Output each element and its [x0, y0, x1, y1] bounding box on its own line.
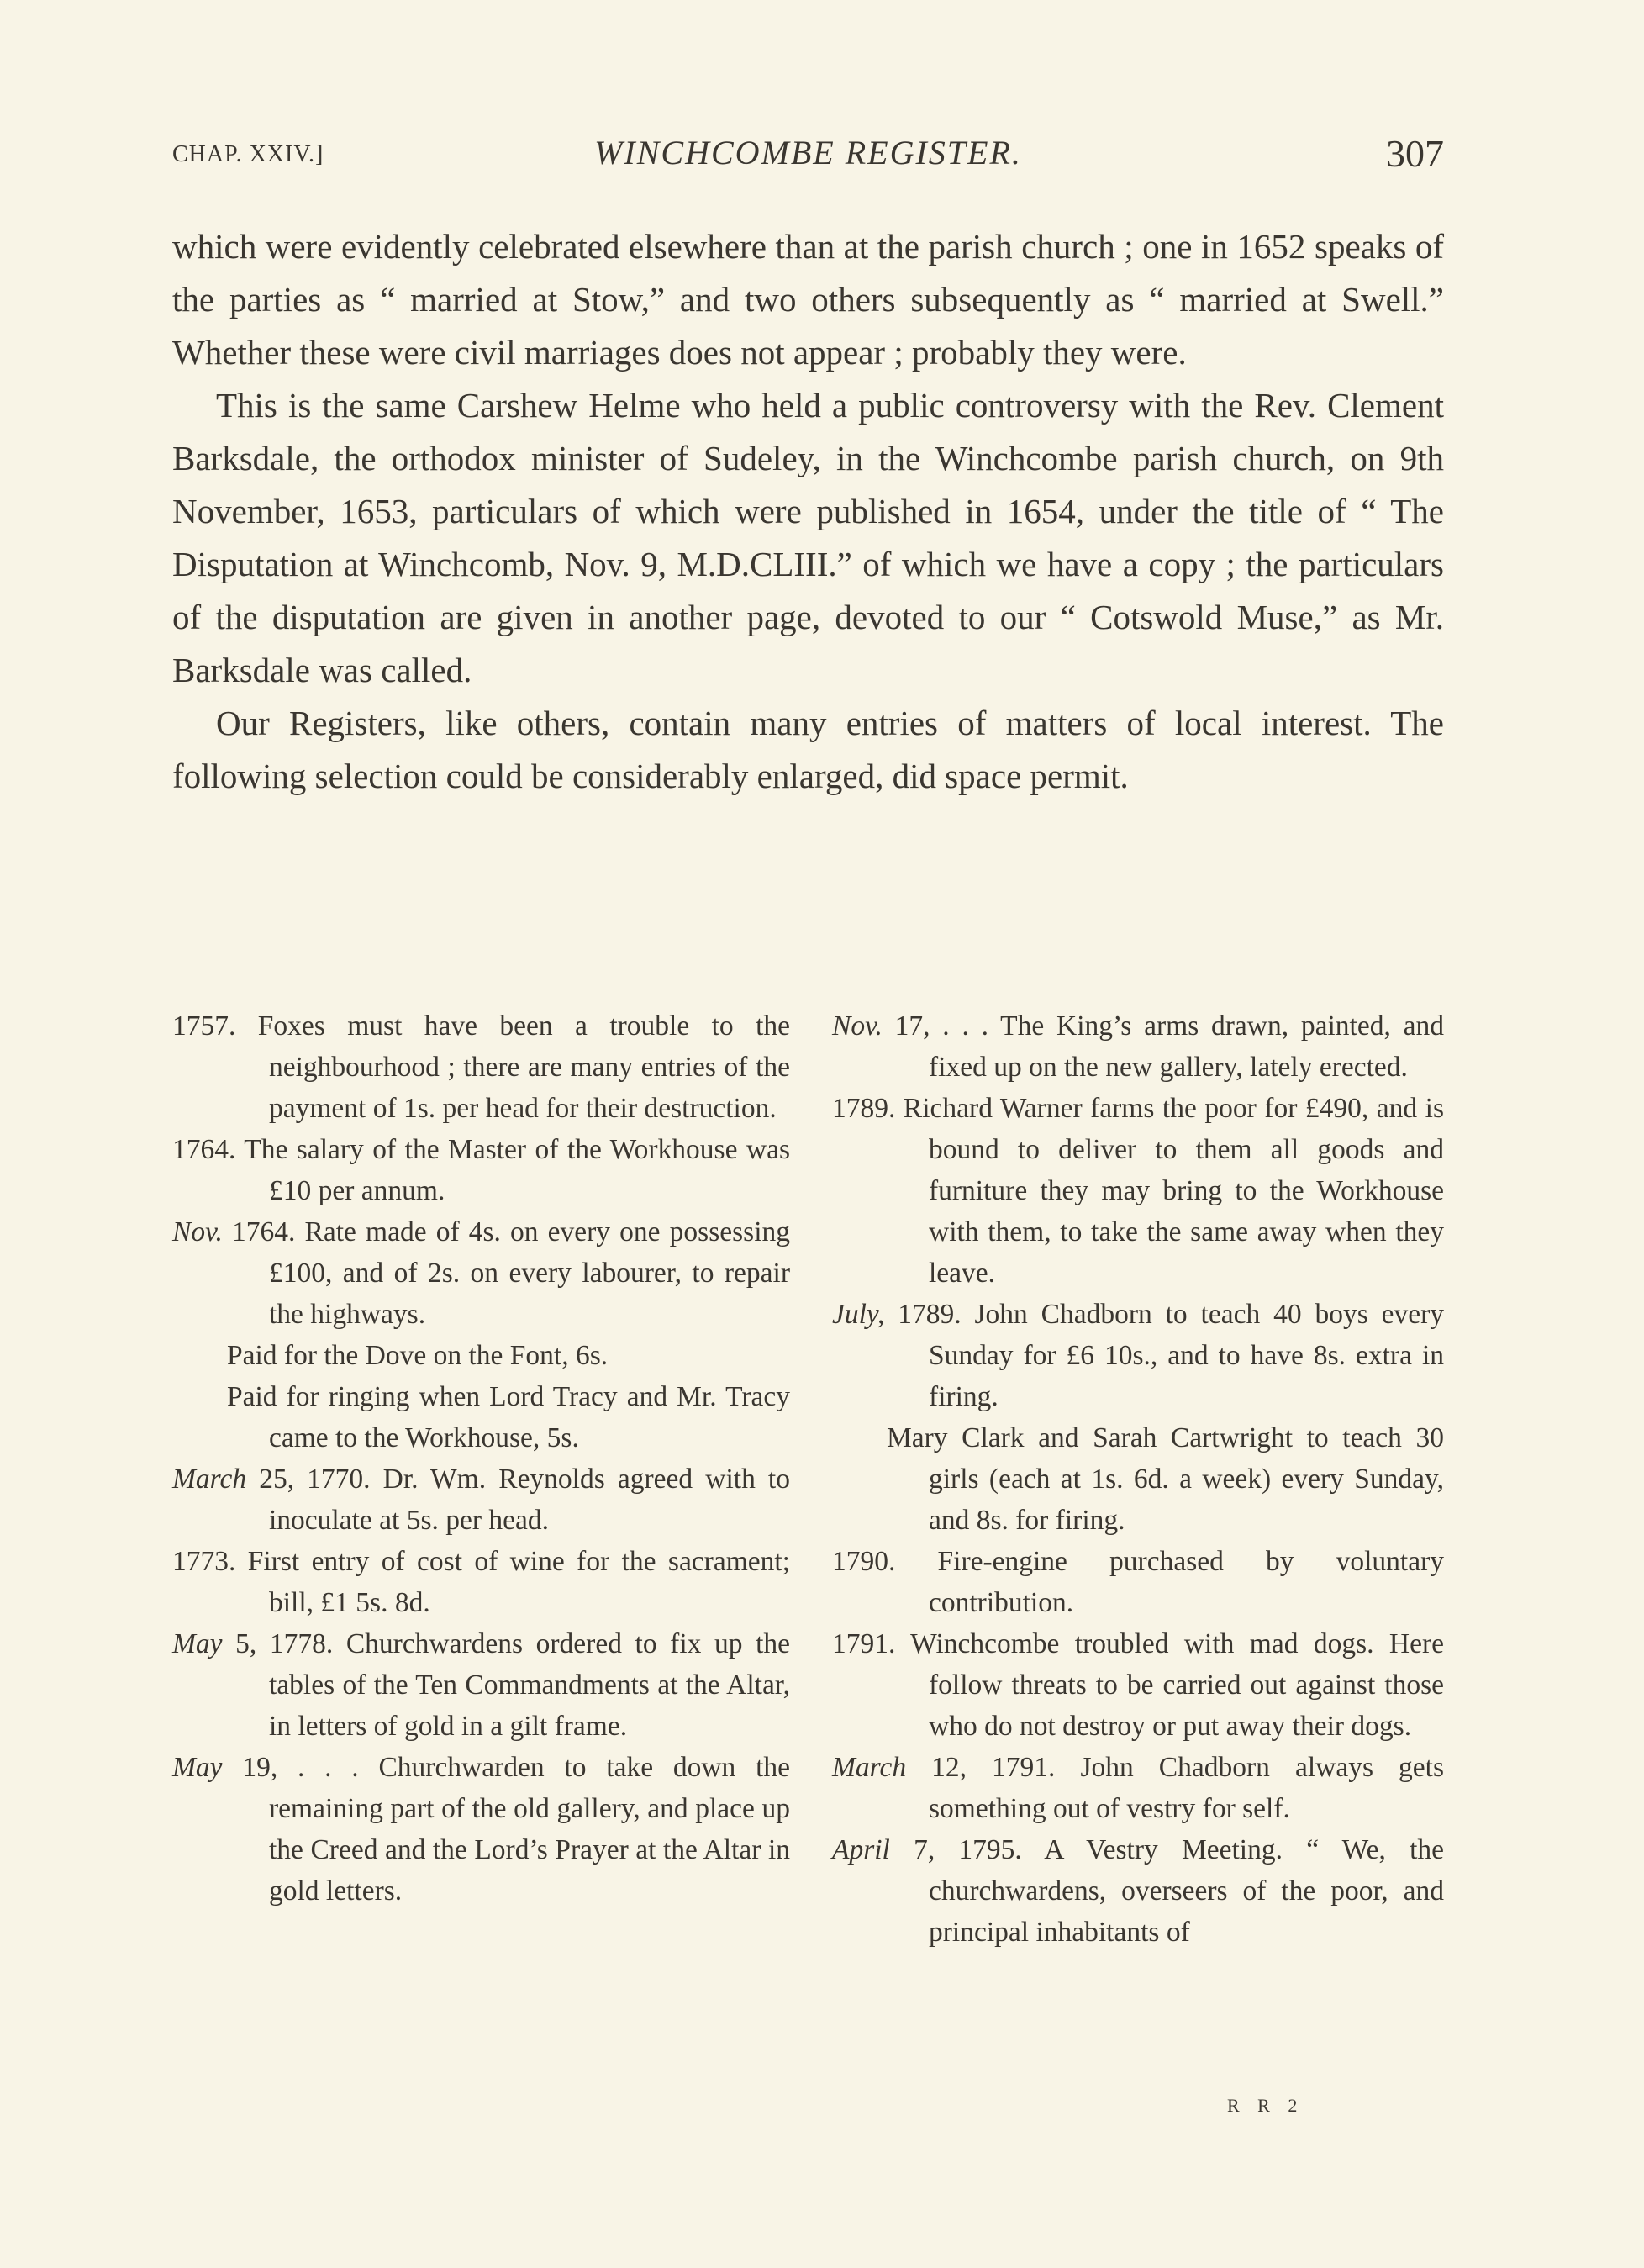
entry-text: Fire-engine purchased by voluntary contribution.	[929, 1546, 1445, 1618]
entry-text: Dr. Wm. Reynolds agreed with to inoculate at 5s. per head.	[269, 1464, 790, 1536]
entry-text: Paid for ringing when Lord Tracy and Mr. Tracy came to the Workhouse, 5s.	[227, 1381, 790, 1453]
register-entry	[172, 1747, 790, 1912]
register-entry	[172, 1623, 790, 1747]
entry-date: 1791.	[832, 1628, 911, 1659]
entry-date: 1789.	[832, 1093, 904, 1124]
register-entry	[172, 1541, 790, 1623]
running-title: WINCHCOMBE REGISTER.	[594, 134, 1022, 171]
register-entry	[172, 1129, 790, 1211]
entry-date: Nov. 1764.	[172, 1216, 305, 1247]
entry-text: Rate made of 4s. on every one possessing £100, and of 2s. on every labourer, to repair the highways.	[269, 1216, 790, 1330]
entry-date: 1757.	[172, 1010, 258, 1042]
register-entry	[832, 1417, 1444, 1541]
register-entry	[172, 1335, 790, 1376]
entry-text: John Chadborn to teach 40 boys every Sunday for £6 10s., and to have 8s. extra in firing.	[929, 1299, 1444, 1412]
entry-date-month: March	[172, 1464, 260, 1495]
page-number: 307	[1386, 132, 1444, 175]
left-column-entries	[172, 1005, 790, 1912]
register-entry	[172, 1376, 790, 1458]
entry-date-month: May	[172, 1752, 243, 1783]
register-entry	[832, 1088, 1444, 1294]
entry-text: Mary Clark and Sarah Cartwright to teach 30 girls (each at 1s. 6d. a week) every Sunday, and 8s. for firing.	[887, 1422, 1444, 1536]
entry-text: A Vestry Meeting. “ We, the churchwardens, overseers of the poor, and principal inhabitants of	[929, 1834, 1444, 1948]
paragraph: Our Registers, like others, contain many entries of matters of local interest. The following selection could be considerably enlarged, did space permit.	[172, 704, 1444, 795]
register-entry	[832, 1005, 1444, 1088]
entry-date: April 7, 1795.	[832, 1834, 1045, 1865]
entry-date-month: March	[832, 1752, 932, 1783]
entry-date: May 5, 1778.	[172, 1628, 346, 1659]
register-entry	[832, 1541, 1444, 1623]
entry-text: The salary of the Master of the Workhouse was £10 per annum.	[244, 1134, 790, 1206]
entry-date: Nov. 17, . . .	[832, 1010, 1001, 1042]
entry-date: 1773.	[172, 1546, 248, 1577]
body-text	[172, 220, 1444, 803]
entry-text: Winchcombe troubled with mad dogs. Here follow threats to be carried out against those who do not destroy or put away their dogs.	[910, 1628, 1444, 1742]
entry-date-month: July,	[832, 1299, 898, 1330]
entry-date: July, 1789.	[832, 1299, 975, 1330]
right-column-entries	[832, 1005, 1444, 1953]
entry-date-month: April	[832, 1834, 914, 1865]
entry-date: May 19, . . .	[172, 1752, 379, 1783]
register-entry	[172, 1005, 790, 1129]
register-entry	[832, 1623, 1444, 1747]
entry-date: 1764.	[172, 1134, 245, 1165]
register-entry	[172, 1458, 790, 1541]
entry-date-month: May	[172, 1628, 236, 1659]
paragraph: This is the same Carshew Helme who held a public controversy with the Rev. Clement Barksdale, the orthodox minister of Sudeley, in the Winchcombe parish church, on 9th November, 1653, particulars of which were published in 1654, under the title of “ The Disputation at Winchcomb, Nov. 9, M.D.CLIII.” of which we have a copy ; the particulars of the disputation are given in another page, devoted to our “ Cotswold Muse,” as Mr. Barksdale was called.	[172, 386, 1444, 689]
register-entry	[832, 1294, 1444, 1417]
entry-text: Foxes must have been a trouble to the neighbourhood ; there are many entries of the payment of 1s. per head for their destruction.	[257, 1010, 791, 1124]
register-entry	[172, 1211, 790, 1335]
entry-date: March 25, 1770.	[172, 1464, 383, 1495]
paragraph: which were evidently celebrated elsewhere than at the parish church ; one in 1652 speaks of the parties as “ married at Stow,” and two others subsequently as “ married at Swell.” Whether these were civil marriages does not appear ; probably they were.	[172, 227, 1444, 372]
running-header	[172, 133, 1444, 175]
register-entry	[832, 1829, 1444, 1953]
entry-text: Churchwardens ordered to fix up the tables of the Ten Commandments at the Altar, in letters of gold in a gilt frame.	[269, 1628, 790, 1742]
entry-date-month: Nov.	[832, 1010, 895, 1042]
entry-text: Richard Warner farms the poor for £490, and is bound to deliver to them all goods and furniture they may bring to the Workhouse with them, to take the same away when they leave.	[903, 1093, 1445, 1289]
signature-mark: R R 2	[1227, 2095, 1304, 2116]
entry-text: John Chadborn always gets something out of vestry for self.	[929, 1752, 1444, 1824]
entry-text: Paid for the Dove on the Font, 6s.	[227, 1340, 609, 1371]
entry-date: March 12, 1791.	[832, 1752, 1081, 1783]
entry-date: 1790.	[832, 1546, 938, 1577]
entry-text: First entry of cost of wine for the sacrament; bill, £1 5s. 8d.	[247, 1546, 790, 1618]
entry-text: The King’s arms drawn, painted, and fixed up on the new gallery, lately erected.	[929, 1010, 1444, 1083]
entry-date-month: Nov.	[172, 1216, 232, 1247]
register-entry	[832, 1747, 1444, 1829]
chapter-label: CHAP. XXIV.]	[172, 141, 324, 167]
entry-text: Churchwarden to take down the remaining part of the old gallery, and place up the Creed and the Lord’s Prayer at the Altar in gold letters.	[269, 1752, 790, 1907]
